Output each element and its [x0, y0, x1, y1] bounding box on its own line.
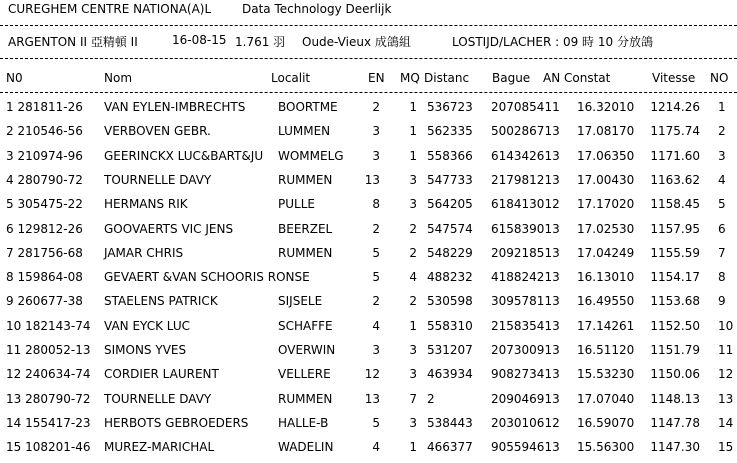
cell-mq: 3 [409, 172, 417, 187]
table-row [0, 99, 737, 123]
table-row [0, 123, 737, 147]
table-row [0, 366, 737, 390]
cell-distanc: 466377 [427, 440, 473, 455]
cell-n0: 1 281811-26 [6, 100, 83, 114]
cell-distanc: 2 [427, 391, 435, 406]
cell-distanc: 562335 [427, 124, 473, 139]
cell-mq: 1 [409, 440, 417, 455]
cell-localit: RUMMEN [278, 172, 333, 187]
cell-nom: MUREZ-MARICHAL [104, 440, 215, 455]
col-mq: MQ [400, 71, 420, 85]
cell-vitesse: 1171.60 [650, 148, 700, 163]
cell-en: 4 [372, 440, 380, 455]
cell-constat: 16.32010 [577, 100, 635, 114]
cell-en: 5 [372, 245, 380, 260]
cell-vitesse: 1154.17 [650, 270, 700, 285]
cell-bague: 614342613 [491, 148, 560, 163]
cell-bague: 215835413 [491, 318, 560, 333]
cell-distanc: 558366 [427, 148, 473, 163]
cell-localit: RUMMEN [278, 245, 333, 260]
cell-constat: 17.07040 [577, 391, 635, 406]
cell-n0: 9 260677-38 [6, 294, 83, 309]
cell-en: 2 [372, 100, 380, 114]
cell-constat: 17.00430 [577, 172, 635, 187]
cell-bague: 207085411 [491, 100, 560, 114]
table-row [0, 269, 737, 293]
cell-constat: 16.13010 [577, 270, 635, 285]
cell-bague: 905594613 [491, 440, 560, 455]
cell-n0: 12 240634-74 [6, 367, 91, 382]
table-divider [0, 92, 737, 93]
col-nom: Nom [104, 71, 133, 85]
cell-constat: 17.17020 [577, 197, 635, 212]
cell-en: 3 [372, 343, 380, 357]
cell-localit: LUMMEN [278, 124, 331, 139]
cell-nom: VAN EYLEN-IMBRECHTS [104, 100, 246, 114]
cell-vitesse: 1150.06 [650, 367, 700, 382]
cell-n0: 14 155417-23 [6, 415, 91, 430]
cell-mq: 2 [409, 245, 417, 260]
cell-vitesse: 1155.59 [650, 245, 700, 260]
cell-no: 3 [718, 148, 726, 163]
cell-nom: HERMANS RIK [104, 197, 188, 212]
cell-nom: GEVAERT &VAN SCHOORIS RONSE [104, 270, 310, 285]
cell-en: 2 [372, 294, 380, 309]
cell-n0: 6 129812-26 [6, 221, 83, 236]
cell-mq: 4 [409, 270, 417, 285]
cell-n0: 2 210546-56 [6, 124, 83, 139]
cell-vitesse: 1147.30 [650, 440, 700, 455]
cell-en: 3 [372, 124, 380, 139]
cell-no: 12 [718, 367, 734, 382]
cell-vitesse: 1148.13 [650, 391, 700, 406]
cell-bague: 908273413 [491, 367, 560, 382]
header-divider-middle [0, 58, 737, 59]
cell-constat: 16.51120 [577, 343, 635, 357]
cell-localit: BOORTME [278, 100, 338, 114]
cell-distanc: 536723 [427, 100, 473, 114]
cell-distanc: 558310 [427, 318, 473, 333]
table-row [0, 293, 737, 317]
cell-vitesse: 1153.68 [650, 294, 700, 309]
col-localit: Localit [271, 71, 311, 85]
cell-localit: RUMMEN [278, 391, 333, 406]
race-bird-count: 1.761 羽 [235, 35, 286, 49]
cell-en: 3 [372, 148, 380, 163]
cell-mq: 1 [409, 124, 417, 139]
col-distanc: Distanc [424, 71, 470, 85]
cell-constat: 15.56300 [577, 440, 635, 455]
cell-bague: 203010612 [491, 415, 560, 430]
cell-n0: 15 108201-46 [6, 440, 91, 455]
cell-localit: WADELIN [278, 440, 334, 455]
table-row [0, 391, 737, 415]
cell-bague: 418824213 [491, 270, 560, 285]
cell-nom: VAN EYCK LUC [104, 318, 191, 333]
cell-distanc: 564205 [427, 197, 473, 212]
cell-localit: VELLERE [278, 367, 331, 382]
col-vitesse: Vitesse [652, 71, 696, 85]
race-release-time: LOSTIJD/LACHER : 09 時 10 分放鴿 [452, 35, 653, 49]
cell-bague: 217981213 [491, 172, 560, 187]
cell-constat: 16.49550 [577, 294, 635, 309]
col-constat: Constat [564, 71, 611, 85]
cell-distanc: 547574 [427, 221, 473, 236]
organization-name: Data Technology Deerlijk [242, 2, 392, 16]
cell-nom: GOOVAERTS VIC JENS [104, 221, 234, 236]
cell-mq: 1 [409, 318, 417, 333]
cell-mq: 1 [409, 148, 417, 163]
cell-localit: BEERZEL [278, 221, 333, 236]
race-category: Oude-Vieux 成鴿組 [302, 35, 411, 49]
cell-bague: 615839013 [491, 221, 560, 236]
cell-bague: 618413012 [491, 197, 560, 212]
cell-mq: 3 [409, 343, 417, 357]
cell-nom: SIMONS YVES [104, 343, 187, 357]
cell-nom: GEERINCKX LUC&BART&JU [104, 148, 264, 163]
cell-no: 8 [718, 270, 726, 285]
cell-constat: 17.06350 [577, 148, 635, 163]
race-date: 16-08-15 [172, 33, 227, 47]
cell-n0: 10 182143-74 [6, 318, 91, 333]
cell-constat: 17.14261 [577, 318, 635, 333]
cell-constat: 15.53230 [577, 367, 635, 382]
cell-en: 5 [372, 270, 380, 285]
table-row [0, 318, 737, 342]
cell-no: 11 [718, 343, 734, 357]
cell-bague: 500286713 [491, 124, 560, 139]
cell-distanc: 530598 [427, 294, 473, 309]
table-row [0, 148, 737, 172]
cell-no: 13 [718, 391, 734, 406]
cell-vitesse: 1163.62 [650, 172, 700, 187]
race-place: ARGENTON II 亞精頓 II [8, 35, 138, 49]
cell-en: 8 [372, 197, 380, 212]
cell-nom: CORDIER LAURENT [104, 367, 219, 382]
cell-no: 4 [718, 172, 726, 187]
cell-vitesse: 1151.79 [650, 343, 700, 357]
cell-vitesse: 1152.50 [650, 318, 700, 333]
cell-localit: WOMMELG [278, 148, 344, 163]
col-en: EN [368, 71, 385, 85]
cell-vitesse: 1157.95 [650, 221, 700, 236]
cell-vitesse: 1175.74 [650, 124, 700, 139]
cell-nom: TOURNELLE DAVY [104, 391, 212, 406]
table-row [0, 342, 737, 366]
col-an: AN [543, 71, 561, 85]
cell-bague: 209046913 [491, 391, 560, 406]
cell-mq: 2 [409, 221, 417, 236]
cell-distanc: 538443 [427, 415, 473, 430]
cell-distanc: 547733 [427, 172, 473, 187]
cell-distanc: 548229 [427, 245, 473, 260]
cell-n0: 3 210974-96 [6, 148, 83, 163]
col-n0: N0 [6, 71, 23, 85]
cell-bague: 207300913 [491, 343, 560, 357]
table-row [0, 221, 737, 245]
cell-n0: 5 305475-22 [6, 197, 83, 212]
cell-localit: SIJSELE [278, 294, 323, 309]
cell-no: 1 [718, 100, 726, 114]
table-row [0, 172, 737, 196]
cell-n0: 4 280790-72 [6, 172, 83, 187]
table-row [0, 245, 737, 269]
col-bague: Bague [492, 71, 531, 85]
cell-no: 9 [718, 294, 726, 309]
cell-nom: VERBOVEN GEBR. [104, 124, 211, 139]
cell-nom: TOURNELLE DAVY [104, 172, 212, 187]
cell-n0: 13 280790-72 [6, 391, 91, 406]
cell-constat: 17.08170 [577, 124, 635, 139]
cell-no: 7 [718, 245, 726, 260]
cell-en: 4 [372, 318, 380, 333]
cell-no: 10 [718, 318, 734, 333]
cell-n0: 7 281756-68 [6, 245, 83, 260]
cell-no: 15 [718, 440, 734, 455]
cell-mq: 2 [409, 294, 417, 309]
cell-bague: 309578113 [491, 294, 560, 309]
cell-nom: JAMAR CHRIS [104, 245, 184, 260]
cell-vitesse: 1158.45 [650, 197, 700, 212]
cell-localit: OVERWIN [278, 343, 336, 357]
cell-mq: 1 [409, 100, 417, 114]
cell-en: 5 [372, 415, 380, 430]
cell-no: 14 [718, 415, 734, 430]
cell-n0: 8 159864-08 [6, 270, 83, 285]
cell-vitesse: 1214.26 [650, 100, 700, 114]
cell-constat: 17.04249 [577, 245, 635, 260]
cell-distanc: 488232 [427, 270, 473, 285]
cell-distanc: 531207 [427, 343, 473, 357]
cell-en: 2 [372, 221, 380, 236]
cell-nom: HERBOTS GEBROEDERS [104, 415, 249, 430]
cell-en: 12 [364, 367, 380, 382]
table-row [0, 196, 737, 220]
cell-mq: 7 [409, 391, 417, 406]
table-row [0, 415, 737, 439]
cell-no: 6 [718, 221, 726, 236]
cell-en: 13 [364, 391, 380, 406]
column-header-row [0, 70, 737, 94]
cell-mq: 3 [409, 415, 417, 430]
cell-n0: 11 280052-13 [6, 343, 91, 357]
header-divider-top [0, 25, 737, 26]
cell-localit: PULLE [278, 197, 315, 212]
cell-vitesse: 1147.78 [650, 415, 700, 430]
cell-bague: 209218513 [491, 245, 560, 260]
cell-localit: HALLE-B [278, 415, 329, 430]
cell-mq: 3 [409, 367, 417, 382]
cell-distanc: 463934 [427, 367, 473, 382]
cell-nom: STAELENS PATRICK [104, 294, 218, 309]
cell-constat: 17.02530 [577, 221, 635, 236]
cell-mq: 3 [409, 197, 417, 212]
cell-localit: SCHAFFE [278, 318, 333, 333]
cell-en: 13 [364, 172, 380, 187]
table-row [0, 439, 737, 463]
cell-no: 5 [718, 197, 726, 212]
club-name: CUREGHEM CENTRE NATIONA(A)L [8, 2, 212, 16]
cell-no: 2 [718, 124, 726, 139]
cell-constat: 16.59070 [577, 415, 635, 430]
col-no: NO [710, 71, 729, 85]
